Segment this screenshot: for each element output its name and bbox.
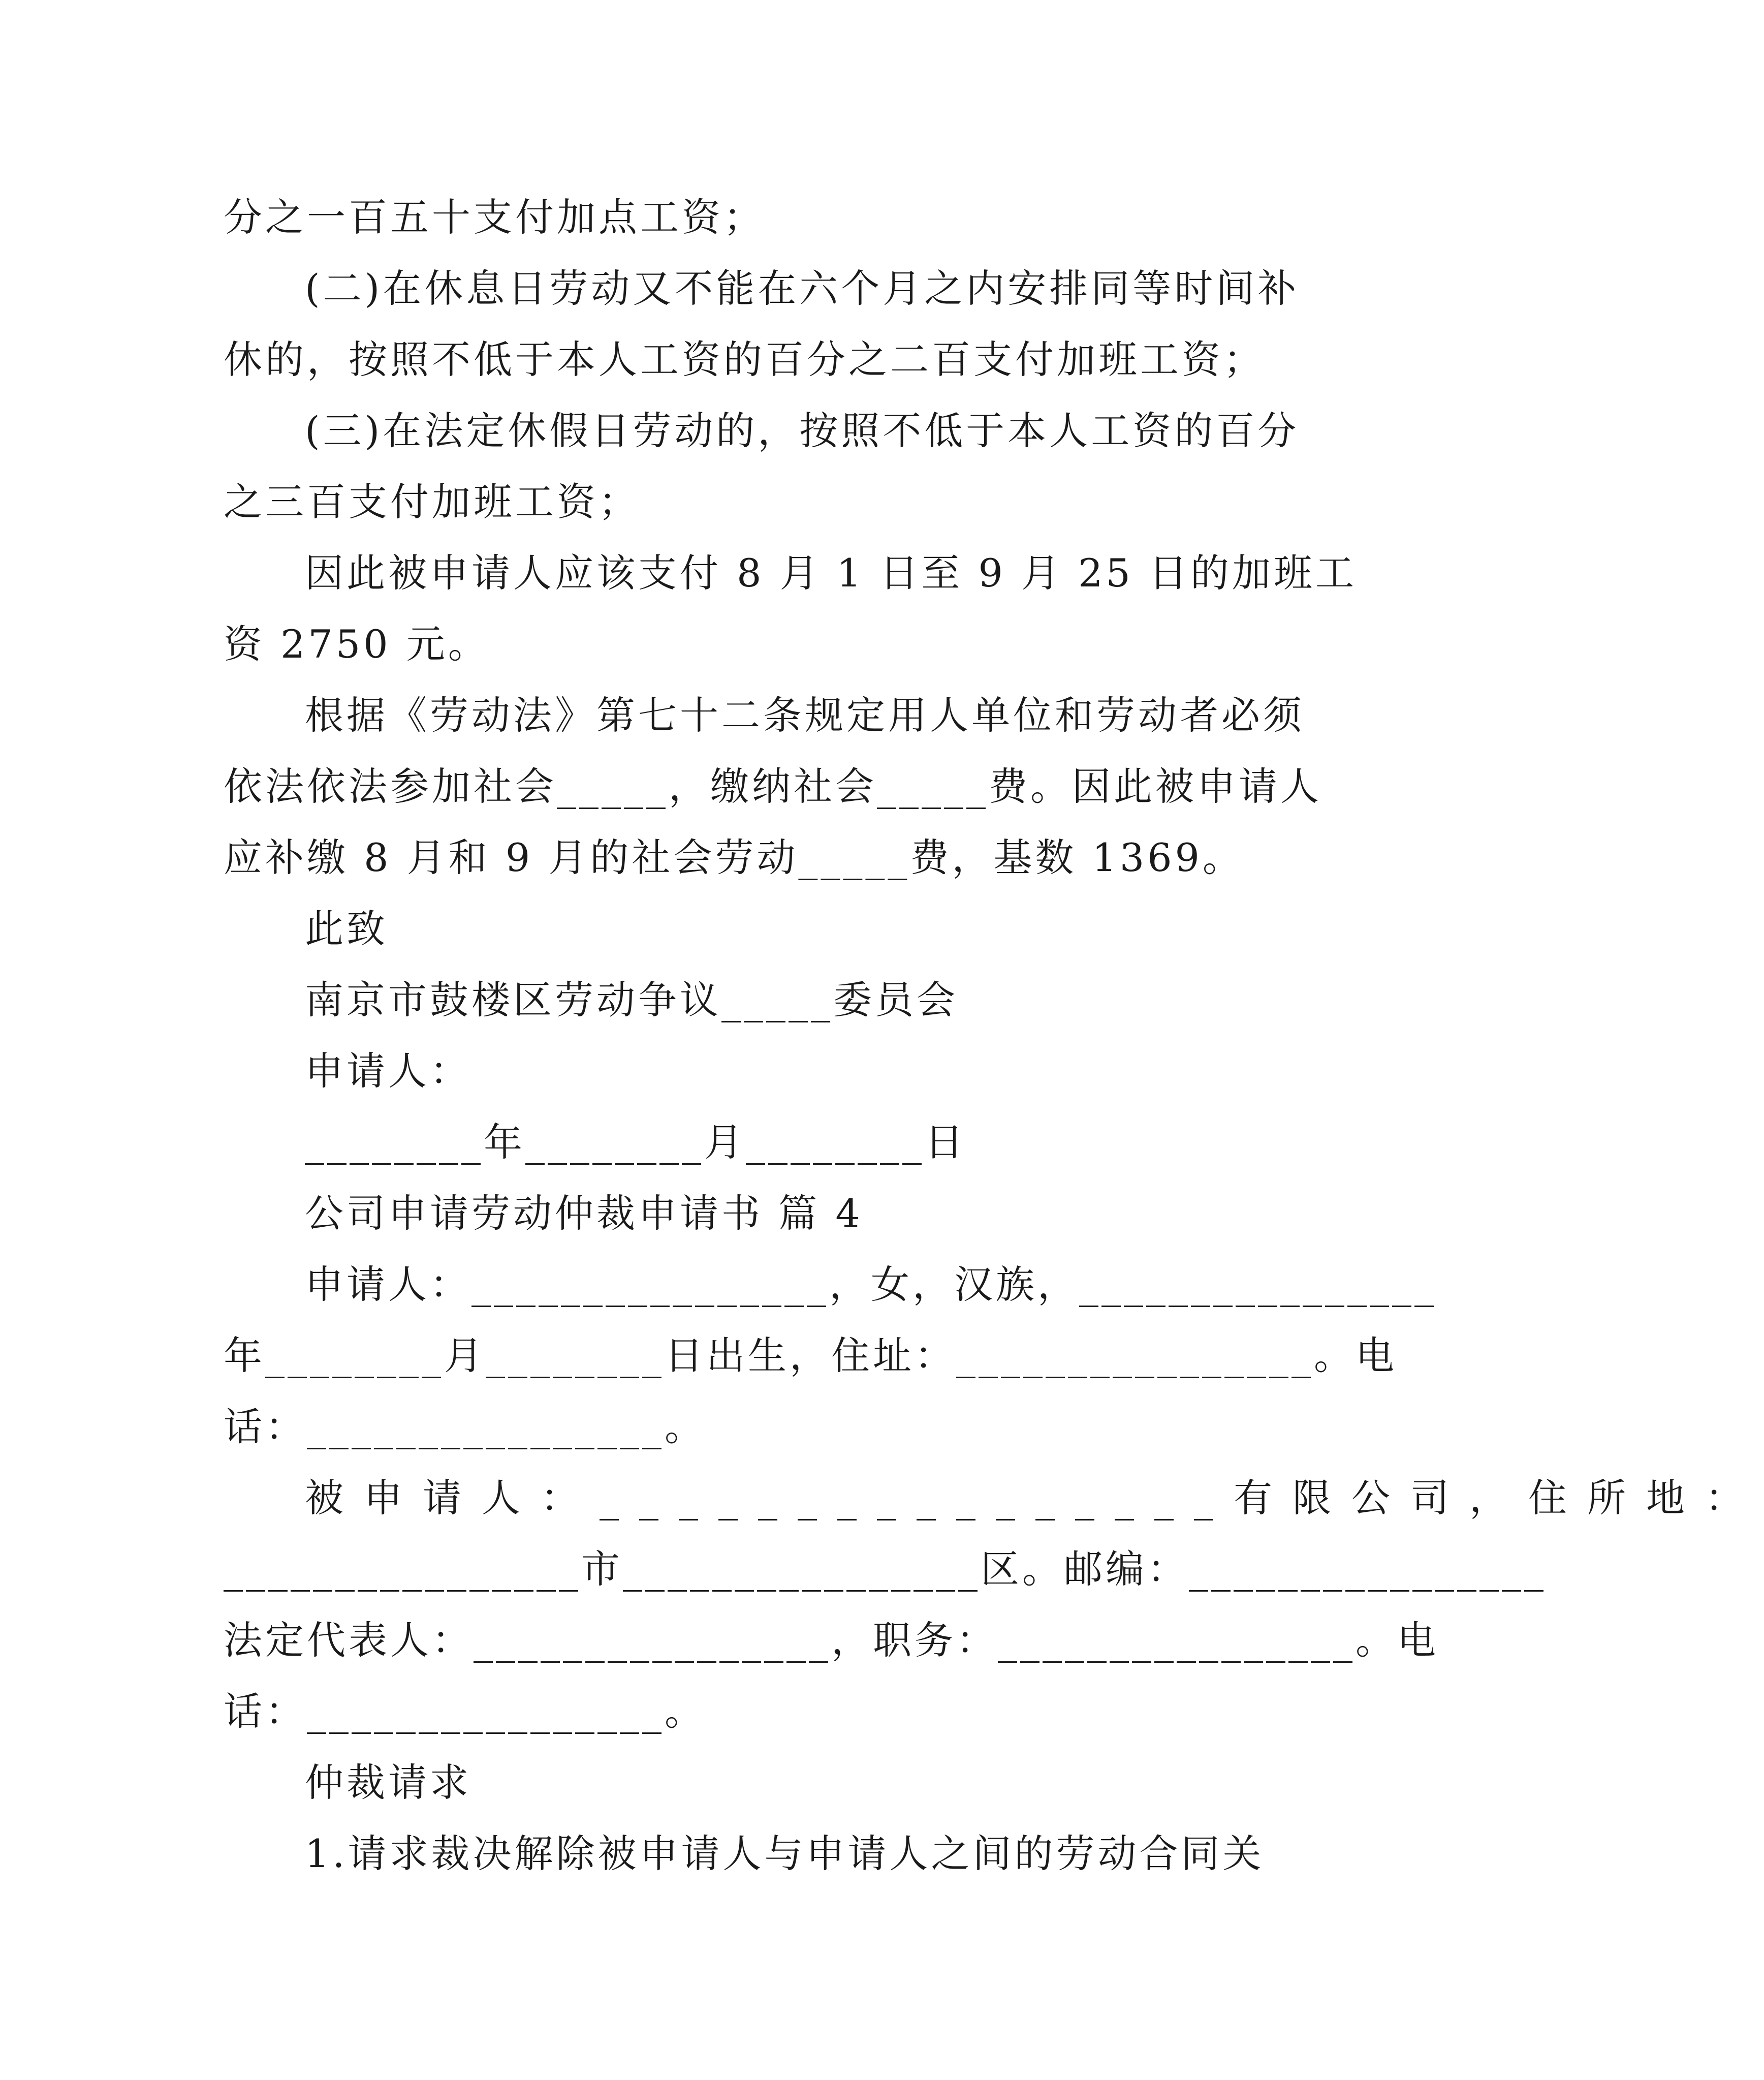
closing-salutation: 此致 bbox=[305, 906, 388, 951]
text-line: 根据《劳动法》第七十二条规定用人单位和劳动者必须 bbox=[305, 693, 1305, 738]
text-line: 法定代表人：________________，职务：________________。电 bbox=[224, 1618, 1439, 1663]
text-line: 申请人：________________，女，汉族，________________ bbox=[305, 1262, 1437, 1307]
text-line: 年________月________日出生，住址：________________。电 bbox=[224, 1333, 1397, 1378]
text-line: 因此被申请人应该支付 8 月 1 日至 9 月 25 日的加班工 bbox=[305, 550, 1358, 596]
text-line: 分之一百五十支付加点工资； bbox=[224, 195, 765, 240]
text-line: 之三百支付加班工资； bbox=[224, 479, 640, 524]
text-line: 资 2750 元。 bbox=[224, 622, 490, 667]
addressee: 南京市鼓楼区劳动争议_____委员会 bbox=[305, 977, 958, 1022]
text-line: 依法依法参加社会_____，缴纳社会_____费。因此被申请人 bbox=[224, 764, 1322, 809]
text-line: (二)在休息日劳动又不能在六个月之内安排同等时间补 bbox=[305, 266, 1300, 311]
text-line: ________________市________________区。邮编：________________ bbox=[224, 1546, 1547, 1592]
section-heading: 仲裁请求 bbox=[305, 1760, 471, 1805]
text-line: 休的，按照不低于本人工资的百分之二百支付加班工资； bbox=[224, 337, 1265, 382]
date-line: ________年________月________日 bbox=[305, 1120, 966, 1165]
text-line: 话：________________。 bbox=[224, 1404, 706, 1449]
section-heading: 公司申请劳动仲裁申请书 篇 4 bbox=[305, 1191, 863, 1236]
text-line: 应补缴 8 月和 9 月的社会劳动_____费，基数 1369。 bbox=[224, 835, 1244, 880]
text-line: 话：________________。 bbox=[224, 1689, 706, 1734]
text-line: 1.请求裁决解除被申请人与申请人之间的劳动合同关 bbox=[305, 1831, 1265, 1876]
text-line: 被申请人：________________有限公司，住所地： bbox=[305, 1475, 1764, 1520]
applicant-signature-label: 申请人： bbox=[305, 1048, 471, 1094]
text-line: (三)在法定休假日劳动的，按照不低于本人工资的百分 bbox=[305, 408, 1300, 453]
